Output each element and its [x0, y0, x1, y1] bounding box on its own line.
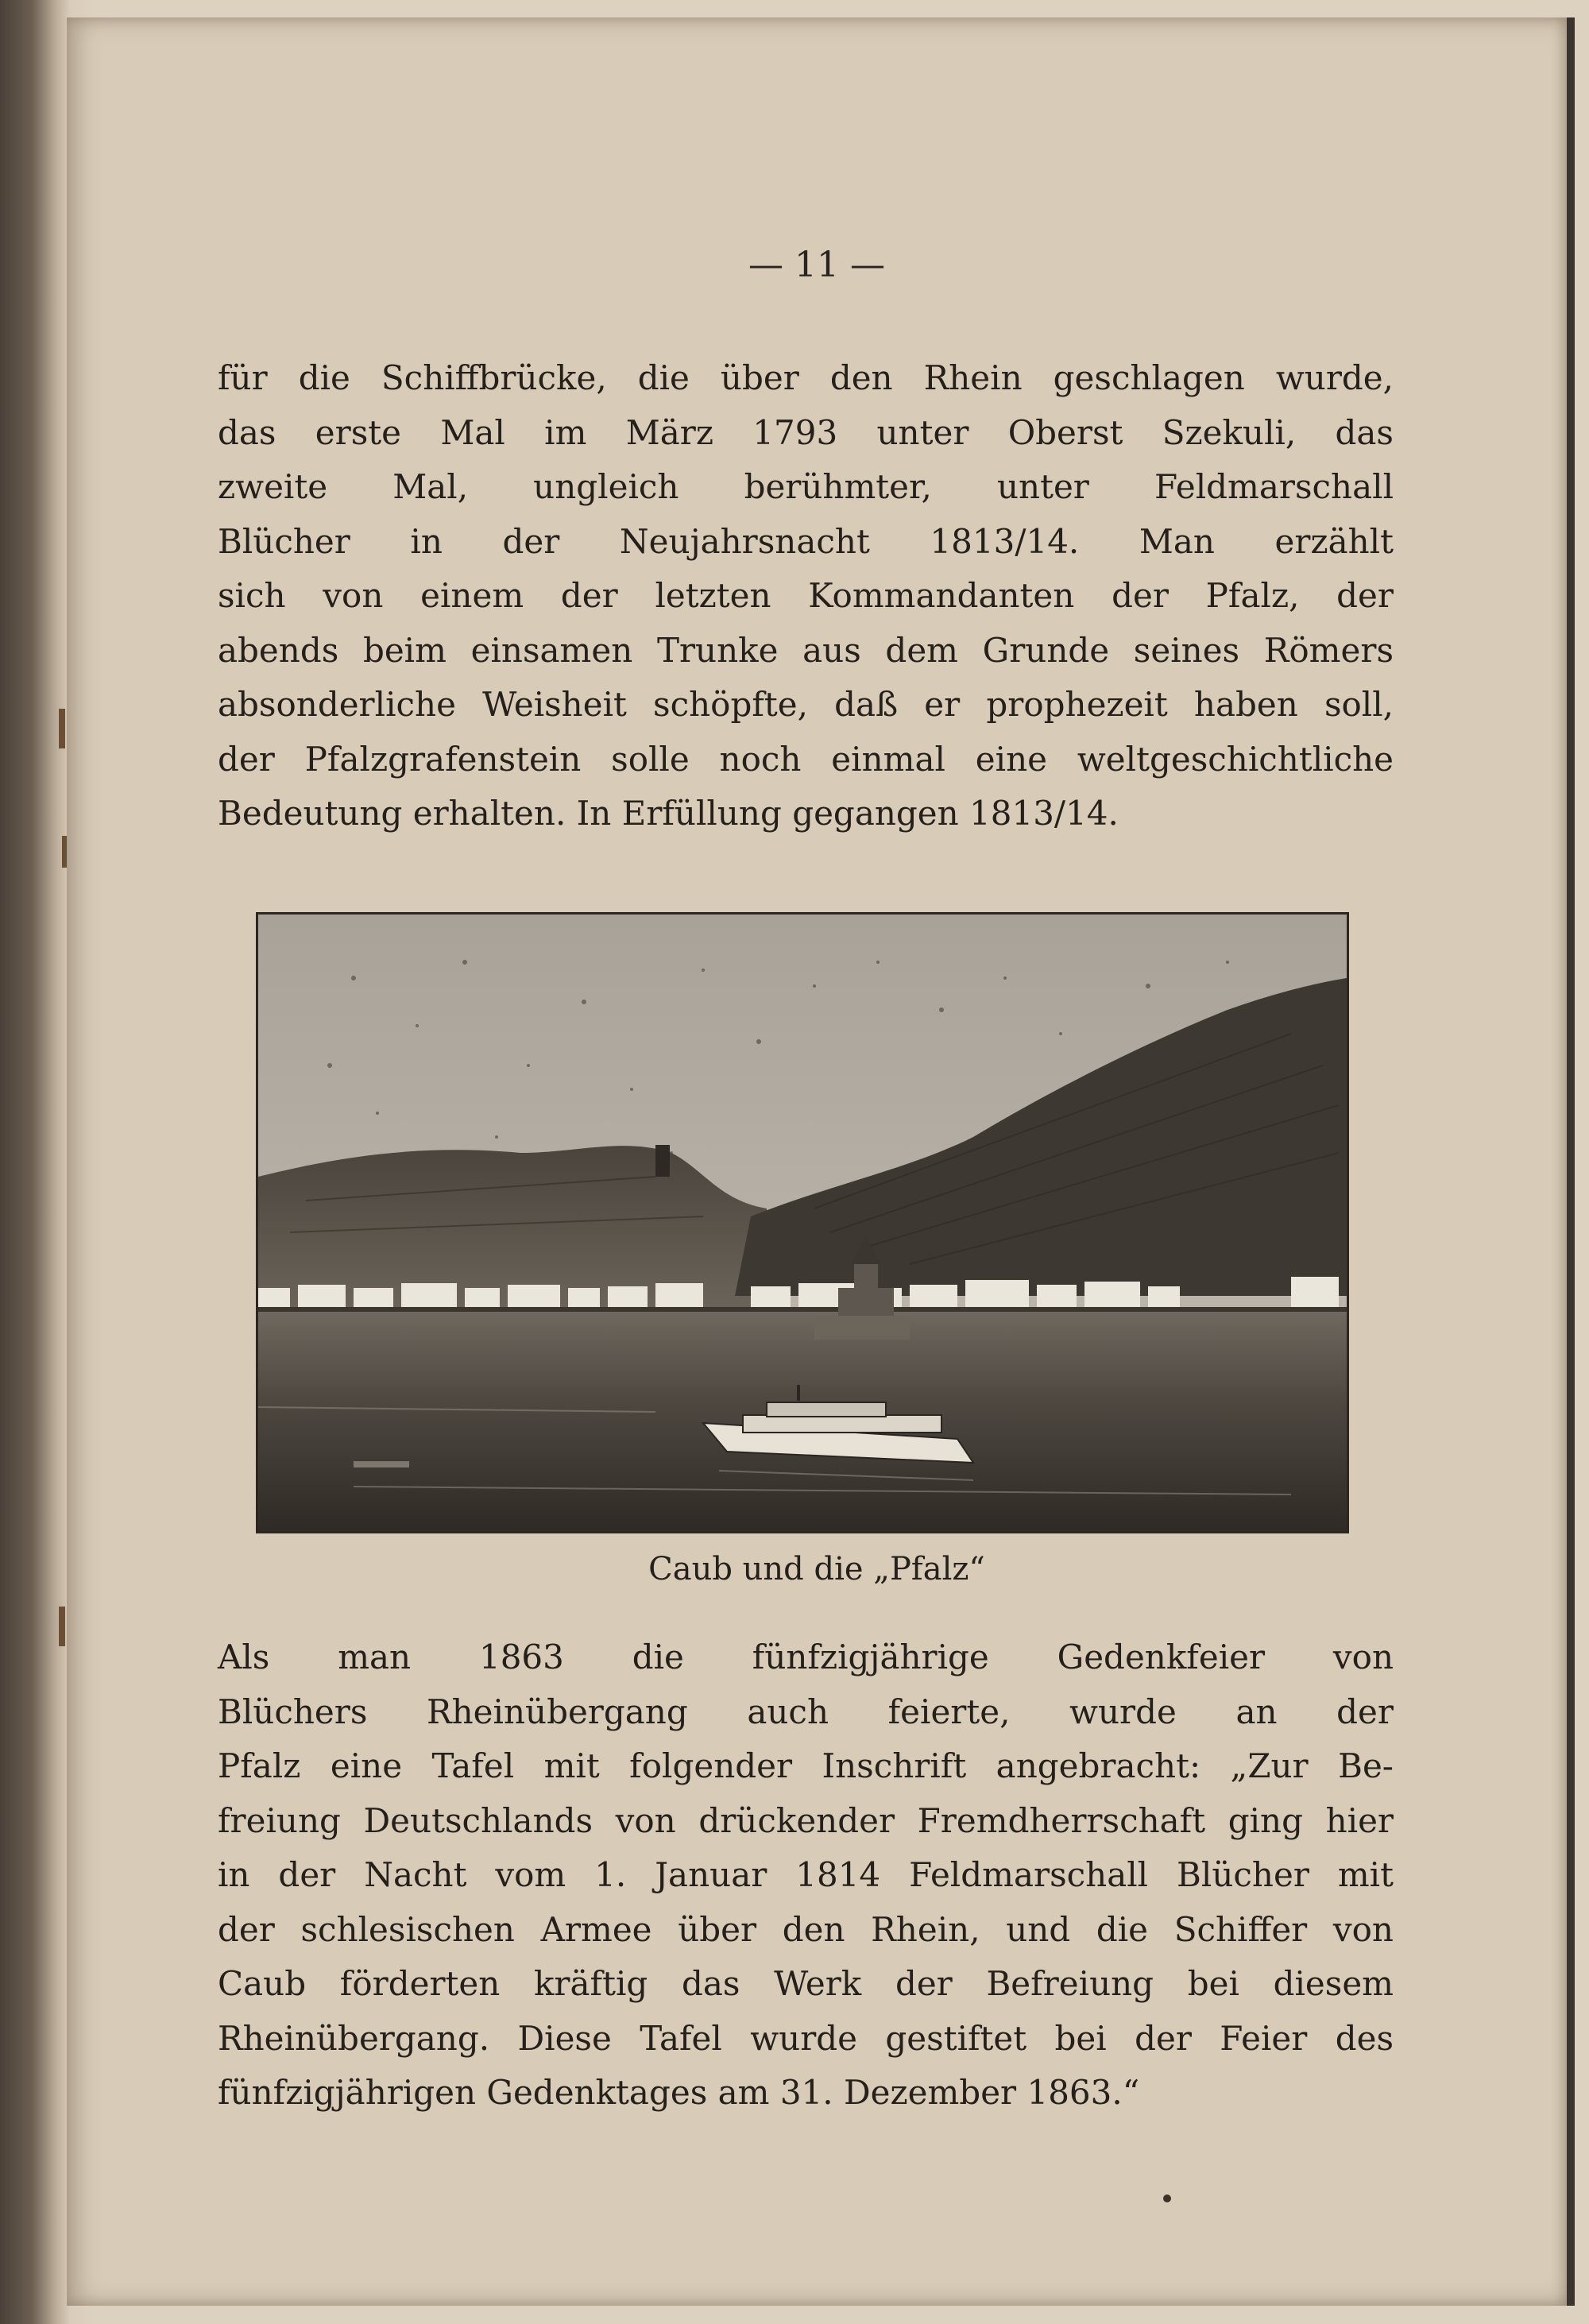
text-line: Blüchers Rheinübergang auch feierte, wurde an der — [218, 1692, 1394, 1731]
image-caption: Caub und die „Pfalz“ — [648, 1551, 985, 1587]
photo-caub-pfalz — [256, 912, 1349, 1533]
text-line: absonderliche Weisheit schöpfte, daß er prophezeit haben soll, — [218, 685, 1394, 724]
text-line: der schlesischen Armee über den Rhein, und die Schiffer von — [218, 1909, 1394, 1949]
page-number: — 11 — — [748, 245, 885, 285]
text-line: das erste Mal im März 1793 unter Oberst Szekuli, das — [218, 412, 1394, 452]
paragraph-1 — [218, 351, 1394, 841]
text-line: für die Schiffbrücke, die über den Rhein geschlagen wurde, — [218, 358, 1394, 397]
text-line: Blücher in der Neujahrsnacht 1813/14. Man erzählt — [218, 521, 1394, 561]
text-line: fünfzigjährigen Gedenktages am 31. Dezember 1863.“ — [218, 2073, 1140, 2112]
text-line: abends beim einsamen Trunke aus dem Grunde seines Römers — [218, 630, 1394, 670]
ink-speck — [1163, 2194, 1171, 2202]
text-line: zweite Mal, ungleich berühmter, unter Feldmarschall — [218, 467, 1394, 506]
book-page — [67, 17, 1575, 2306]
text-line: sich von einem der letzten Kommandanten der Pfalz, der — [218, 576, 1394, 615]
binding-mark — [59, 709, 65, 748]
text-line: Als man 1863 die fünfzigjährige Gedenkfeier von — [218, 1638, 1394, 1676]
paragraph-2 — [218, 1630, 1394, 2121]
binding-mark — [62, 836, 67, 868]
text-line: Bedeutung erhalten. In Erfüllung gegangen 1813/14. — [218, 794, 1119, 833]
text-line: in der Nacht vom 1. Januar 1814 Feldmarschall Blücher mit — [218, 1855, 1394, 1894]
binding-mark — [59, 1607, 65, 1646]
text-line: freiung Deutschlands von drückender Fremdherrschaft ging hier — [218, 1800, 1394, 1840]
text-line: Pfalz eine Tafel mit folgender Inschrift angebracht: „Zur Be- — [218, 1746, 1394, 1785]
text-line: Rheinübergang. Diese Tafel wurde gestiftet bei der Feier des — [218, 2018, 1394, 2058]
text-line: Caub förderten kräftig das Werk der Befreiung bei diesem — [218, 1964, 1394, 2003]
text-line: der Pfalzgrafenstein solle noch einmal eine weltgeschichtliche — [218, 739, 1394, 779]
